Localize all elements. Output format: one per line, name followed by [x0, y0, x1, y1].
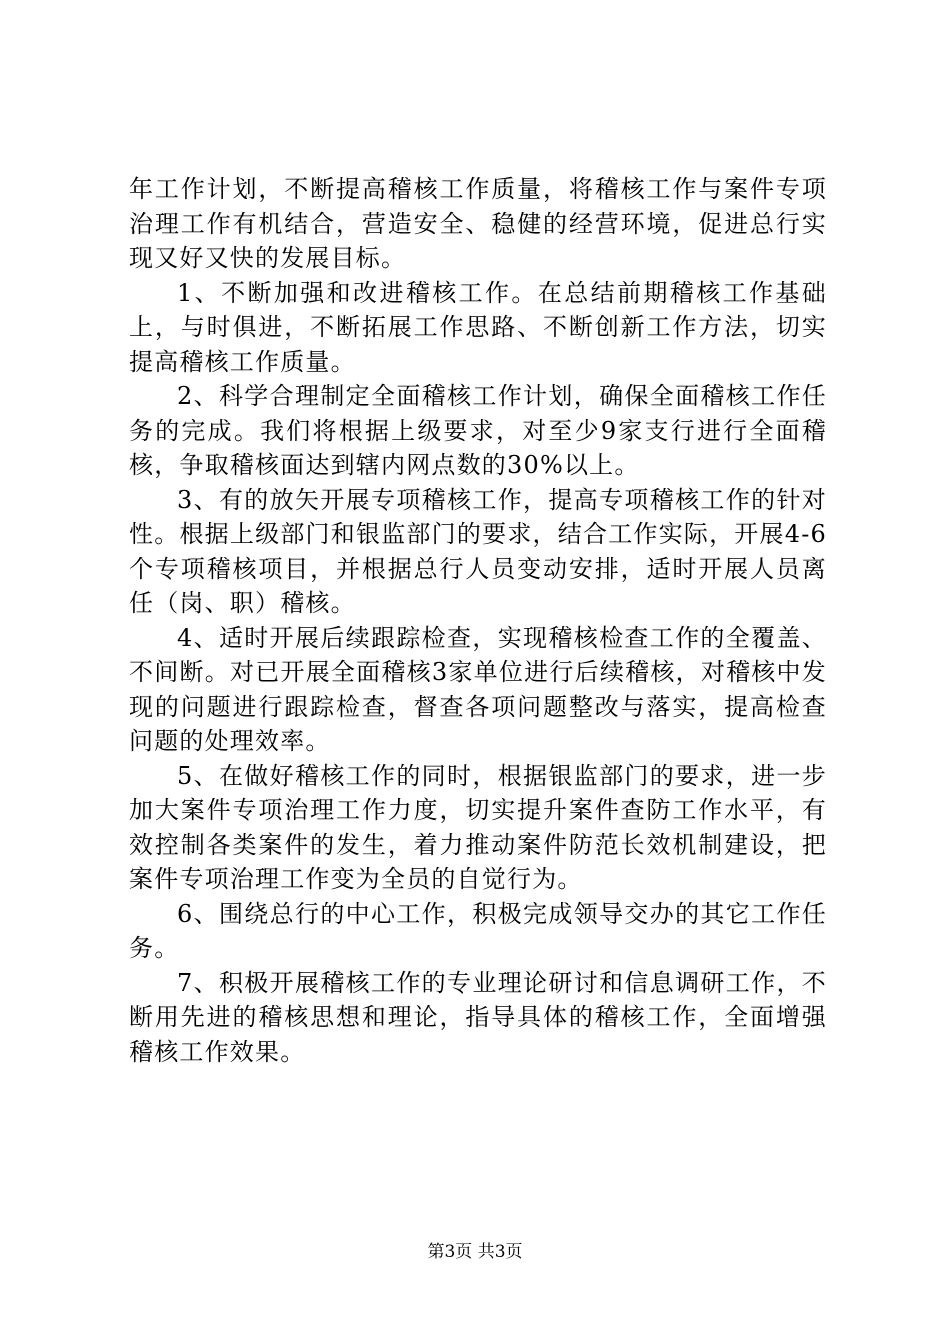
paragraph-item-5: 5、在做好稽核工作的同时，根据银监部门的要求，进一步加大案件专项治理工作力度，切实提升案件查防工作水平，有效控制各类案件的发生，着力推动案件防范长效机制建设，把案件专项治理工作变为全员的自觉行为。: [129, 761, 827, 893]
paragraph-item-7: 7、积极开展稽核工作的专业理论研讨和信息调研工作，不断用先进的稽核思想和理论，指导具体的稽核工作，全面增强稽核工作效果。: [129, 968, 827, 1066]
paragraph-continuation: 年工作计划，不断提高稽核工作质量，将稽核工作与案件专项治理工作有机结合，营造安全、稳健的经营环境，促进总行实现又好又快的发展目标。: [129, 175, 827, 272]
document-body: [129, 172, 827, 1069]
paragraph-item-6: 6、围绕总行的中心工作，积极完成领导交办的其它工作任务。: [129, 899, 827, 962]
paragraph-item-2: 2、科学合理制定全面稽核工作计划，确保全面稽核工作任务的完成。我们将根据上级要求，对至少9家支行进行全面稽核，争取稽核面达到辖内网点数的30%以上。: [129, 382, 827, 479]
paragraph-item-3: 3、有的放矢开展专项稽核工作，提高专项稽核工作的针对性。根据上级部门和银监部门的要求，结合工作实际，开展4-6个专项稽核项目，并根据总行人员变动安排，适时开展人员离任（岗、职）稽核。: [129, 485, 827, 617]
paragraph-item-4: 4、适时开展后续跟踪检查，实现稽核检查工作的全覆盖、不间断。对已开展全面稽核3家单位进行后续稽核，对稽核中发现的问题进行跟踪检查，督查各项问题整改与落实，提高检查问题的处理效率。: [129, 623, 827, 755]
page-number-footer: 第3页 共3页: [427, 1242, 523, 1262]
paragraph-item-1: 1、不断加强和改进稽核工作。在总结前期稽核工作基础上，与时俱进，不断拓展工作思路、不断创新工作方法，切实提高稽核工作质量。: [129, 278, 827, 376]
